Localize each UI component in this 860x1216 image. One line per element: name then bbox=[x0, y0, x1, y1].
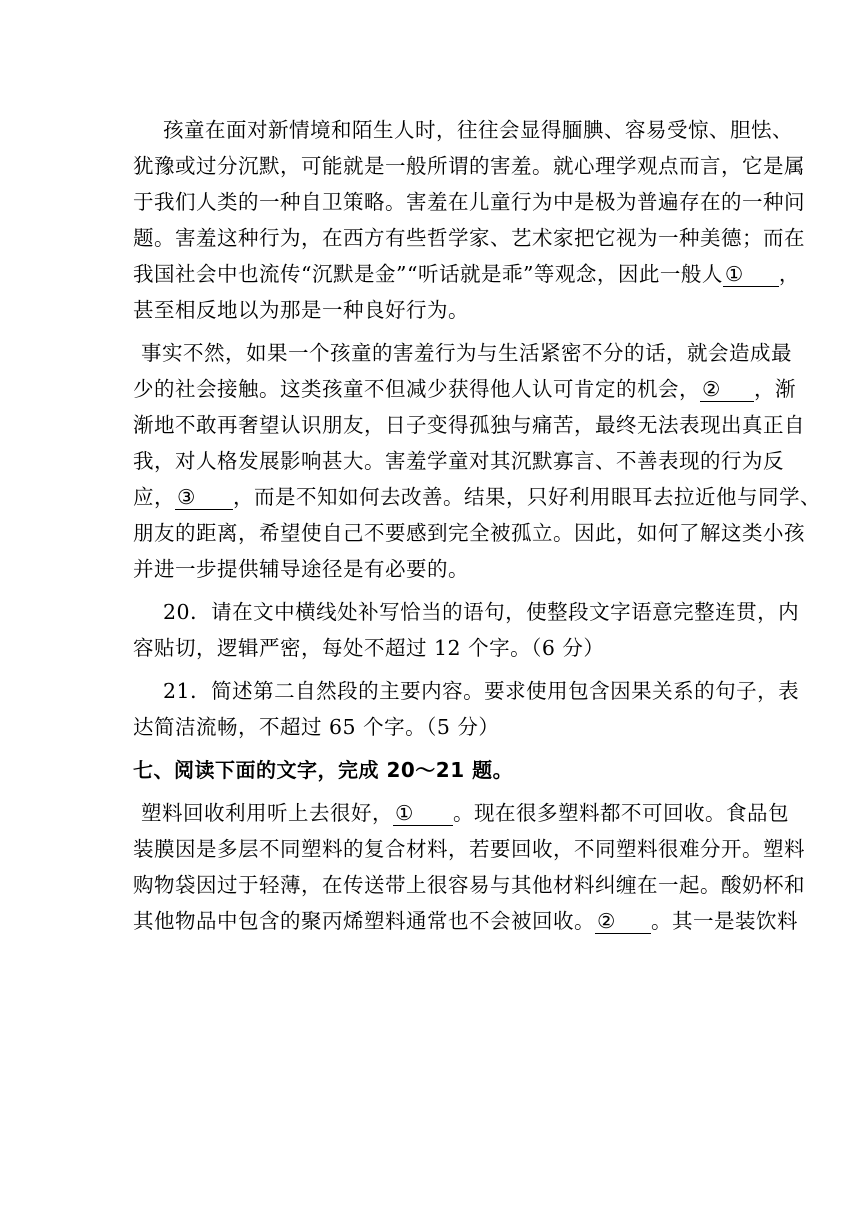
text-line bbox=[133, 903, 798, 939]
text-line: 甚至相反地以为那是一种良好行为。 bbox=[133, 298, 469, 322]
text-line: 购物袋因过于轻薄，在传送带上很容易与其他材料纠缠在一起。酸奶杯和 bbox=[133, 873, 805, 897]
text-segment: 塑料回收利用听上去很好， bbox=[141, 801, 393, 825]
text-line bbox=[133, 795, 789, 831]
question-text: 容贴切，逻辑严密，每处不超过 12 个字。（6 分） bbox=[133, 636, 605, 660]
text-line: 渐地不敢再奢望认识朋友，日子变得孤独与痛苦，最终无法表现出真正自 bbox=[133, 413, 805, 437]
passage-section-7 bbox=[133, 795, 805, 939]
section-heading: 七、阅读下面的文字，完成 20～21 题。 bbox=[133, 758, 514, 782]
fill-blank-2: ② bbox=[595, 909, 651, 934]
fill-blank-1: ① bbox=[393, 801, 453, 826]
text-line bbox=[133, 371, 796, 407]
text-line: 并进一步提供辅导途径是有必要的。 bbox=[133, 557, 469, 581]
text-line: 题。害羞这种行为，在西方有些哲学家、艺术家把它视为一种美德；而在 bbox=[133, 226, 805, 250]
fill-blank-2: ② bbox=[700, 377, 754, 402]
text-segment: 少的社会接触。这类孩童不但减少获得他人认可肯定的机会， bbox=[133, 377, 700, 401]
text-line: 朋友的距离，希望使自己不要感到完全被孤立。因此，如何了解这类小孩 bbox=[133, 521, 805, 545]
text-segment: 。现在很多塑料都不可回收。食品包 bbox=[453, 801, 789, 825]
text-segment: ，而是不知如何去改善。结果，只好利用眼耳去拉近他与同学、 bbox=[233, 485, 821, 509]
text-line: 孩童在面对新情境和陌生人时，往往会显得腼腆、容易受惊、胆怯、 bbox=[163, 118, 793, 142]
text-segment: 。其一是装饮料 bbox=[651, 909, 798, 933]
text-line bbox=[133, 256, 800, 292]
text-segment: ，渐 bbox=[754, 377, 796, 401]
text-line bbox=[133, 479, 821, 515]
question-21 bbox=[133, 673, 800, 745]
fill-blank-1: ① bbox=[723, 262, 779, 287]
text-segment: 我国社会中也流传“沉默是金”“听话就是乖”等观念，因此一般人 bbox=[133, 262, 723, 286]
fill-blank-3: ③ bbox=[175, 485, 233, 510]
text-segment: ， bbox=[778, 262, 800, 286]
passage-paragraph-2 bbox=[133, 335, 821, 587]
document-page bbox=[133, 112, 821, 939]
text-line: 装膜因是多层不同塑料的复合材料，若要回收，不同塑料很难分开。塑料 bbox=[133, 837, 805, 861]
passage-paragraph-1 bbox=[133, 112, 805, 328]
text-line: 事实不然，如果一个孩童的害羞行为与生活紧密不分的话，就会造成最 bbox=[141, 341, 792, 365]
question-text: 达简洁流畅，不超过 65 个字。（5 分） bbox=[133, 715, 500, 739]
text-line: 于我们人类的一种自卫策略。害羞在儿童行为中是极为普遍存在的一种问 bbox=[133, 190, 805, 214]
text-line: 我，对人格发展影响甚大。害羞学童对其沉默寡言、不善表现的行为反 bbox=[133, 449, 784, 473]
question-text: 20．请在文中横线处补写恰当的语句，使整段文字语意完整连贯，内 bbox=[163, 600, 800, 624]
question-text: 21．简述第二自然段的主要内容。要求使用包含因果关系的句子，表 bbox=[163, 679, 800, 703]
question-20 bbox=[133, 594, 800, 666]
text-segment: 其他物品中包含的聚丙烯塑料通常也不会被回收。 bbox=[133, 909, 595, 933]
text-line: 犹豫或过分沉默，可能就是一般所谓的害羞。就心理学观点而言，它是属 bbox=[133, 154, 805, 178]
text-segment: 应， bbox=[133, 485, 175, 509]
